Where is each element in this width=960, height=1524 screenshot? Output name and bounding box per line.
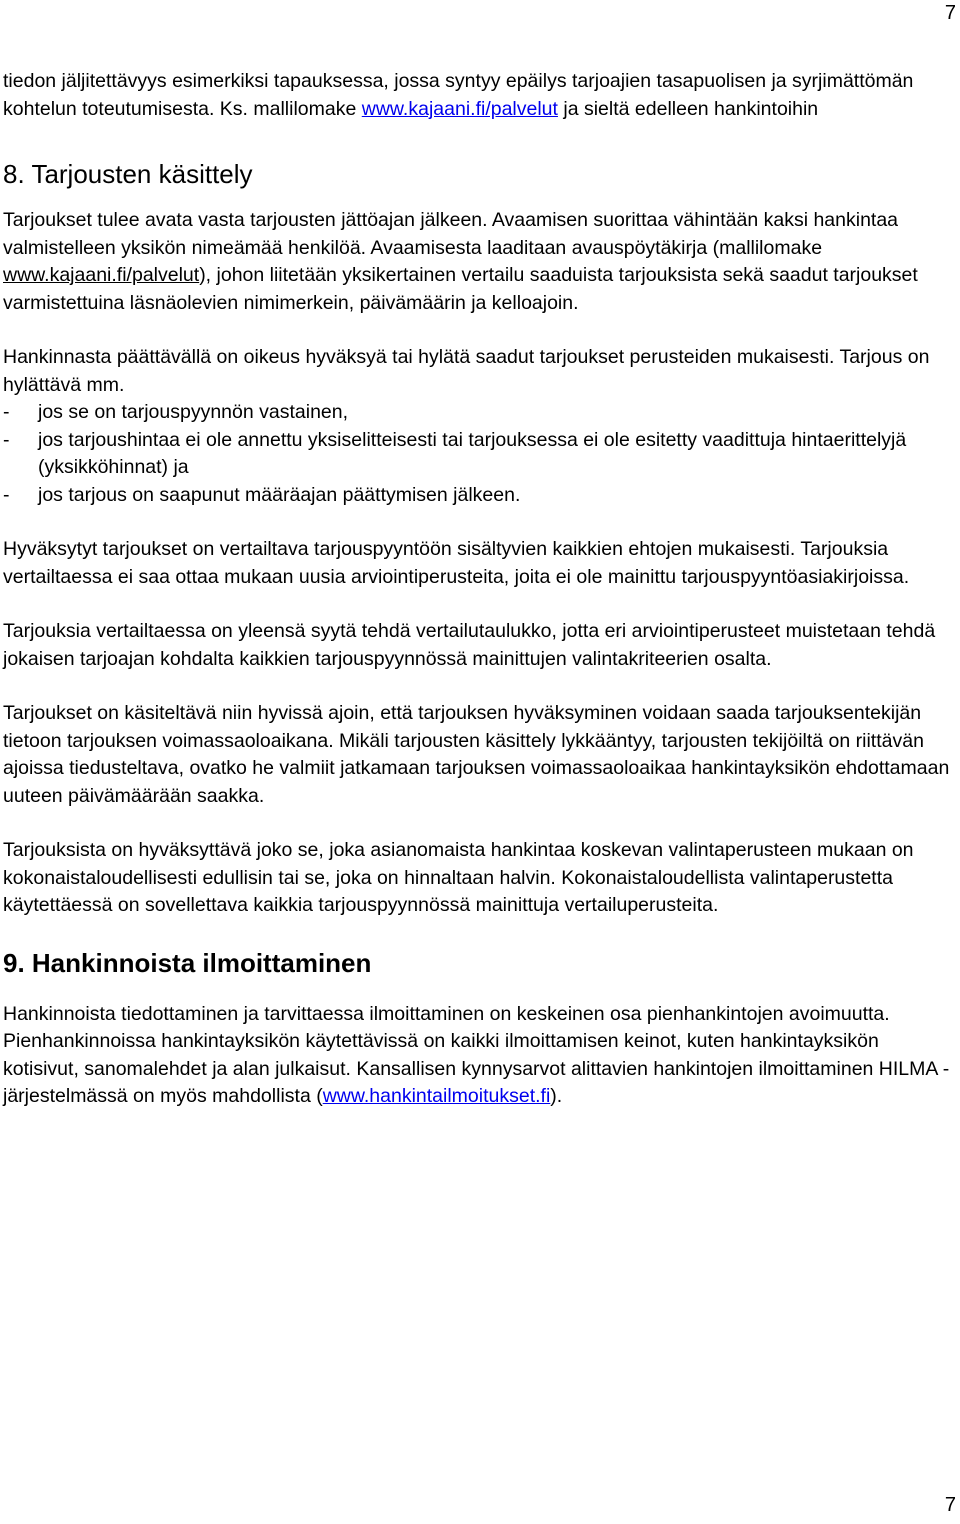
rejection-list — [3, 399, 953, 509]
section-8-paragraph-1 — [3, 207, 953, 317]
list-item-text: jos tarjous on saapunut määräajan päättymisen jälkeen. — [38, 483, 521, 506]
kajaani-link[interactable]: www.kajaani.fi/palvelut — [361, 97, 558, 120]
section-9-heading: 9. Hankinnoista ilmoittaminen — [3, 947, 372, 978]
page-number-bottom: 7 — [944, 1494, 956, 1516]
section-8-paragraph-3: Hyväksytyt tarjoukset on vertailtava tarjouspyyntöön sisältyvien kaikkien ehtojen mukaisesti. Tarjouksia vertailtaessa ei saa ottaa mukaan uusia arviointiperusteita, joita ei ole mainittu tarjouspyyntöasiakirjoissa. — [3, 538, 910, 588]
list-dash: - — [3, 401, 10, 423]
section-8-paragraph-6: Tarjouksista on hyväksyttävä joko se, joka asianomaista hankintaa koskevan valintaperusteen mukaan on kokonaistaloudellisesti edullisin tai se, joka on hinnaltaan halvin. Kokonaistaloudellista valintaperustetta käytettäessä on sovellettava kaikkia tarjouspyynnössä mainittuja vertailuperusteita. — [3, 839, 914, 916]
page-number-top: 7 — [944, 2, 956, 24]
s9-text-end: ). — [550, 1085, 563, 1107]
list-item-text: jos se on tarjouspyynnön vastainen, — [38, 401, 349, 423]
intro-text-end: ja sieltä edelleen hankintoihin — [557, 97, 819, 120]
intro-paragraph — [3, 68, 953, 123]
intro-text: tiedon jäljitettävyys esimerkiksi tapauksessa, jossa syntyy epäilys tarjoajien tasapuolisen ja syrjimättömän kohtelun toteutumisesta. Ks. mallilomake — [3, 70, 914, 120]
kajaani-link-2[interactable]: www.kajaani.fi/palvelut — [3, 264, 200, 286]
list-item-text: jos tarjoushintaa ei ole annettu yksiselitteisesti tai tarjouksessa ei ole esitetty vaadittuja hintaerittelyjä (yksikköhinnat) ja — [38, 428, 907, 478]
section-8-paragraph-5: Tarjoukset on käsiteltävä niin hyvissä ajoin, että tarjouksen hyväksyminen voidaan saada tarjouksentekijän tietoon tarjouksen voimassaoloaikana. Mikäli tarjousten käsittely lykkääntyy, tarjousten tekijöiltä on riittävän ajoissa tiedusteltava, ovatko he valmiit jatkamaan tarjouksen voimassaoloaikaa hankintayksikön ehdottamaan uuteen päivämäärään saakka. — [3, 702, 950, 807]
s9-text: Hankinnoista tiedottaminen ja tarvittaessa ilmoittaminen on keskeinen osa pienhankintojen avoimuutta. Pienhankinnoissa hankintayksikön käytettävissä on kaikki ilmoittamisen keinot, kuten hankintayksikön kotisivut, sanomalehdet ja alan julkaisut. Kansallisen kynnysarvot alittavien hankintojen ilmoittaminen HILMA - järjestelmässä on myös mahdollista ( — [3, 1002, 950, 1107]
list-dash: - — [3, 483, 10, 506]
p1-text: Tarjoukset tulee avata vasta tarjousten jättöajan jälkeen. Avaamisen suorittaa vähintään kaksi hankintaa valmistelleen yksikön nimeämää henkilöä. Avaamisesta laaditaan avauspöytäkirja (mallilomake — [3, 209, 899, 259]
list-item — [3, 482, 953, 510]
list-item — [3, 399, 953, 427]
section-8-heading: 8. Tarjousten käsittely — [3, 159, 253, 189]
hankintailmoitukset-link[interactable]: www.hankintailmoitukset.fi — [322, 1085, 551, 1107]
p1-text-end: ), johon liitetään yksikertainen vertailu saaduista tarjouksista sekä saadut tarjoukset varmistettuina läsnäolevien nimimerkein, päivämäärin ja kelloajoin. — [3, 264, 918, 314]
section-9-paragraph-1 — [3, 1001, 953, 1111]
section-8-paragraph-4: Tarjouksia vertailtaessa on yleensä syytä tehdä vertailutaulukko, jotta eri arviointiperusteet muistetaan tehdä jokaisen tarjoajan kohdalta kaikkien tarjouspyynnössä mainittujen valintakriteerien osalta. — [3, 620, 936, 670]
list-item — [3, 427, 953, 482]
list-dash: - — [3, 428, 10, 451]
document-body — [3, 68, 953, 1111]
section-8-paragraph-2: Hankinnasta päättävällä on oikeus hyväksyä tai hylätä saadut tarjoukset perusteiden mukaisesti. Tarjous on hylättävä mm. — [3, 346, 930, 396]
